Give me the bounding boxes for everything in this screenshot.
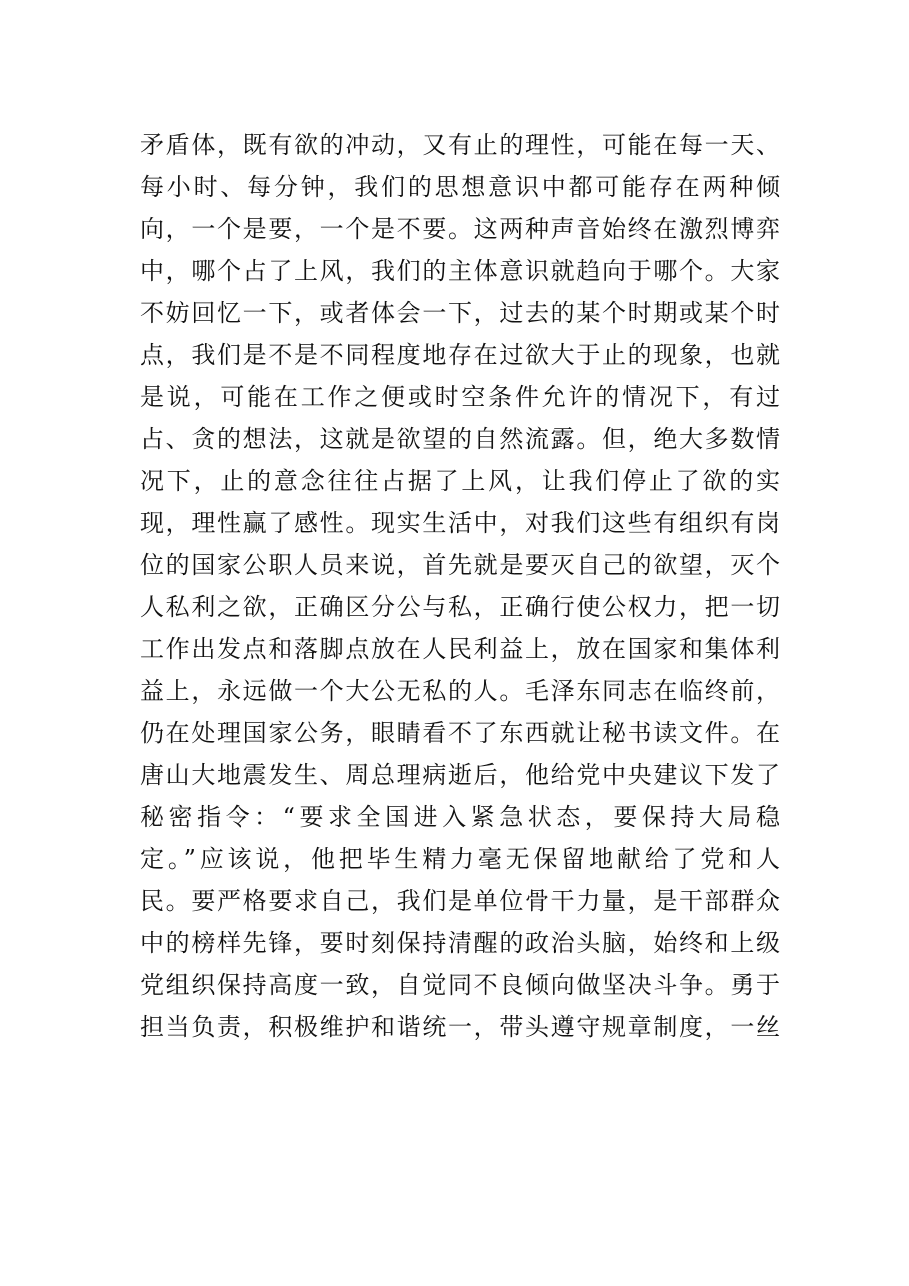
text-line: 秘密指令：“要求全国进入紧急状态，要保持大局稳 [140,803,780,831]
text-line: 每小时、每分钟，我们的思想意识中都可能存在两种倾 [140,173,780,201]
text-line: 工作出发点和落脚点放在人民利益上，放在国家和集体利 [140,635,780,663]
text-line: 仍在处理国家公务，眼睛看不了东西就让秘书读文件。在 [140,719,780,747]
text-line: 点，我们是不是不同程度地存在过欲大于止的现象，也就 [140,341,780,369]
text-line: 定。”应该说，他把毕生精力毫无保留地献给了党和人 [140,845,780,873]
text-line: 益上，永远做一个大公无私的人。毛泽东同志在临终前， [140,677,780,705]
text-line: 不妨回忆一下，或者体会一下，过去的某个时期或某个时 [140,299,780,327]
body-paragraph [140,124,780,1048]
text-line: 民。要严格要求自己，我们是单位骨干力量，是干部群众 [140,887,780,915]
text-line: 中的榜样先锋，要时刻保持清醒的政治头脑，始终和上级 [140,929,780,957]
text-line: 是说，可能在工作之便或时空条件允许的情况下，有过 [140,383,780,411]
text-line: 中，哪个占了上风，我们的主体意识就趋向于哪个。大家 [140,257,780,285]
text-line: 担当负责，积极维护和谐统一，带头遵守规章制度，一丝 [140,1013,780,1041]
text-line: 占、贪的想法，这就是欲望的自然流露。但，绝大多数情 [140,425,780,453]
text-line: 矛盾体，既有欲的冲动，又有止的理性，可能在每一天、 [140,131,780,159]
text-line: 向，一个是要，一个是不要。这两种声音始终在激烈博弈 [140,215,780,243]
text-line: 现，理性赢了感性。现实生活中，对我们这些有组织有岗 [140,509,780,537]
text-line: 况下，止的意念往往占据了上风，让我们停止了欲的实 [140,467,780,495]
text-line: 位的国家公职人员来说，首先就是要灭自己的欲望，灭个 [140,551,780,579]
text-line: 党组织保持高度一致，自觉同不良倾向做坚决斗争。勇于 [140,971,780,999]
text-line: 人私利之欲，正确区分公与私，正确行使公权力，把一切 [140,593,780,621]
text-line: 唐山大地震发生、周总理病逝后，他给党中央建议下发了 [140,761,780,789]
